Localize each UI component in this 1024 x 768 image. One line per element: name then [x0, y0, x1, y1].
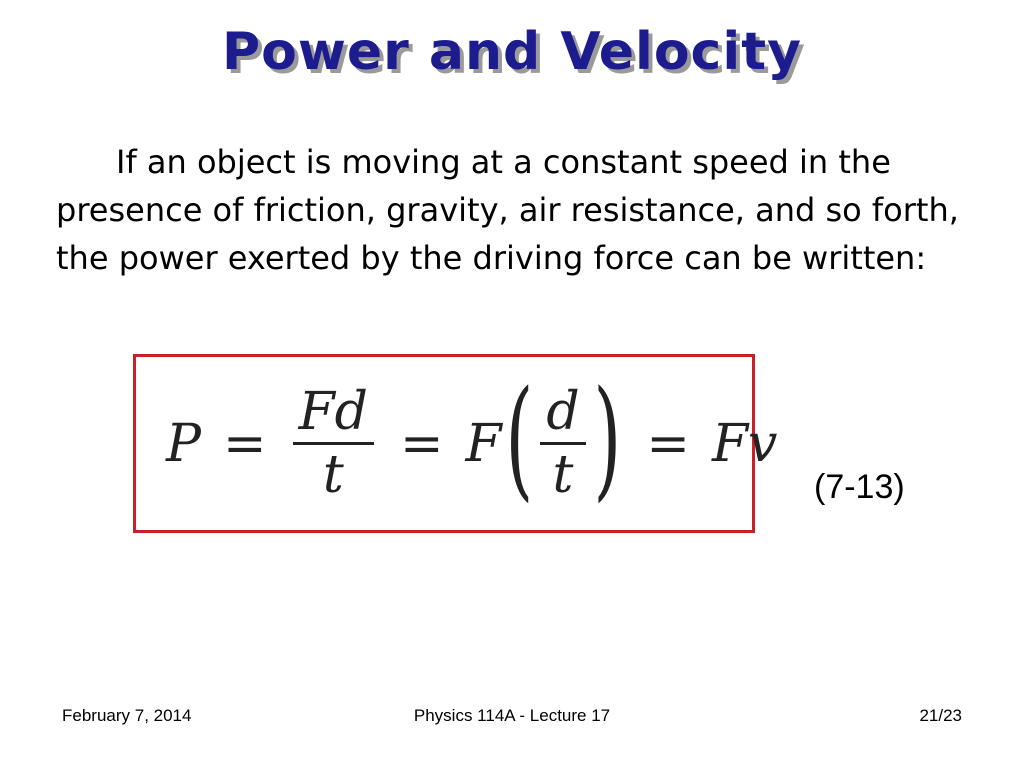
- fraction-denominator-t: t: [322, 445, 344, 505]
- eq-result-fv: Fv: [711, 413, 778, 474]
- fraction-denominator-t: t: [552, 445, 574, 505]
- fraction-numerator-d: d: [546, 382, 580, 442]
- body-text: If an object is moving at a constant speed in the presence of friction, gravity, air resistance, and so forth, the power exerted by the driving force can be written:: [56, 143, 959, 277]
- eq-equals-3: =: [646, 413, 690, 474]
- slide-title: Power and Velocity: [222, 22, 802, 82]
- eq-symbol-p: P: [166, 413, 201, 474]
- footer-date: February 7, 2014: [62, 706, 192, 725]
- eq-equals-1: =: [223, 413, 267, 474]
- footer-page-number: 21/23: [919, 706, 962, 725]
- fraction-numerator-fd: Fd: [298, 382, 368, 442]
- equation: [166, 357, 777, 530]
- fraction-fd-over-t: [293, 382, 374, 505]
- eq-equals-2: =: [399, 413, 444, 474]
- equation-number: (7-13): [814, 468, 905, 506]
- footer-course: Physics 114A - Lecture 17: [413, 706, 611, 725]
- eq-symbol-f: F: [465, 413, 502, 474]
- left-paren: (: [505, 361, 533, 514]
- fraction-d-over-t: [540, 382, 585, 505]
- right-paren: ): [593, 361, 621, 514]
- equation-box: [133, 354, 778, 533]
- body-paragraph: [56, 138, 976, 282]
